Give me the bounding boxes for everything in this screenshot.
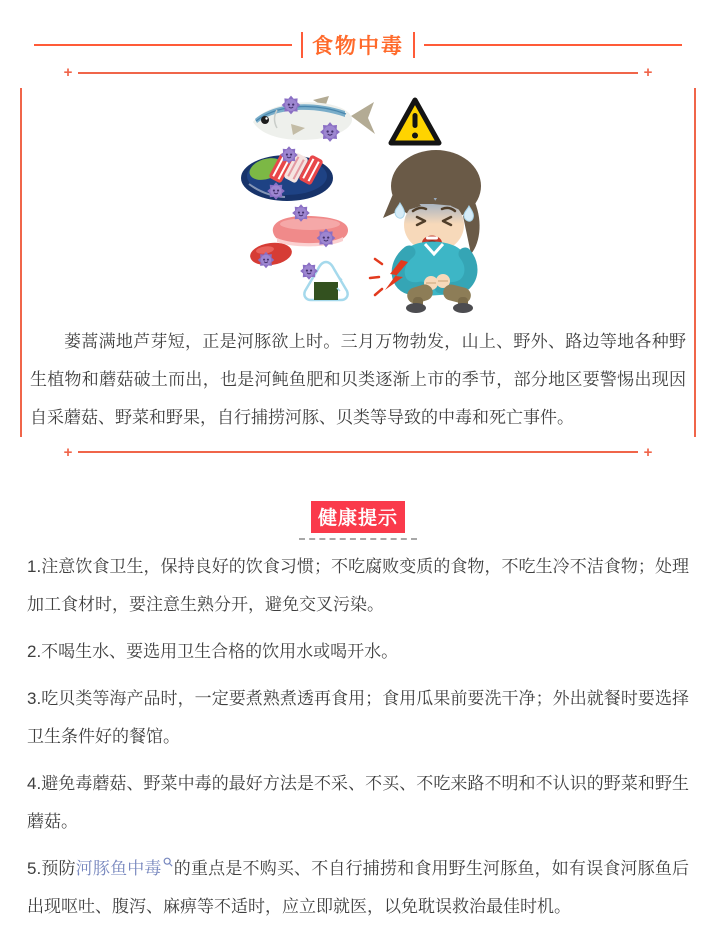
frame-right-line [694, 88, 696, 437]
tip-item-3: 3.吃贝类等海产品时，一定要煮熟煮透再食用；食用瓜果前要洗干净；外出就餐时要选择卫生条件好的餐馆。 [27, 689, 689, 746]
frame-top-line [78, 72, 638, 74]
tip-5-prefix: 5.预防 [27, 859, 76, 878]
fish-icon [253, 96, 375, 140]
puffer-fish-poisoning-link[interactable] [76, 859, 174, 878]
section-header [0, 0, 716, 60]
tip-item-5 [27, 850, 689, 926]
corner-mark-bottom-right: + [643, 444, 653, 461]
sick-boy-icon [370, 150, 481, 313]
illustration-wrap [28, 94, 688, 319]
tip-item-1: 1.注意饮食卫生，保持良好的饮食习惯；不吃腐败变质的食物，不吃生冷不洁食物；处理加工食材时，要注意生熟分开，避免交叉污染。 [27, 557, 689, 614]
header-line-right [424, 44, 682, 46]
tips-title-badge: 健康提示 [311, 501, 405, 533]
corner-mark-top-right: + [643, 64, 653, 81]
header-bar-right [413, 32, 415, 58]
corner-mark-bottom-left: + [63, 444, 73, 461]
tip-item-2: 2.不喝生水、要选用卫生合格的饮用水或喝开水。 [27, 642, 399, 661]
corner-mark-top-left: + [63, 64, 73, 81]
intro-frame [20, 64, 696, 461]
warning-triangle-icon [391, 100, 439, 143]
frame-bottom-line [78, 451, 638, 453]
frame-left-line [20, 88, 22, 437]
search-icon [163, 850, 173, 888]
tips-list [0, 540, 716, 949]
header-line-left [34, 44, 292, 46]
page-title: 食物中毒 [312, 35, 404, 58]
link-text[interactable]: 河豚鱼中毒 [75, 859, 162, 878]
intro-paragraph: 蒌蒿满地芦芽短，正是河豚欲上时。三月万物勃发，山上、野外、路边等地各种野生植物和蘑菇破土而出，也是河鲀鱼肥和贝类逐渐上市的季节，部分地区要警惕出现因自采蘑菇、野菜和野果，自行捕捞河豚、贝类等导致的中毒和死亡事件。 [30, 332, 686, 427]
food-poisoning-illustration [233, 94, 483, 314]
tips-header [0, 501, 716, 540]
tip-item-4: 4.避免毒蘑菇、野菜中毒的最好方法是不采、不买、不吃来路不明和不认识的野菜和野生蘑菇。 [27, 774, 689, 831]
header-bar-left [301, 32, 303, 58]
tip-5-suffix: 的重点是不购买、不自行捕捞和食用野生河豚鱼，如有误食河豚鱼后出现呕吐、腹泻、麻痹等不适时，应立即就医，以免耽误救治最佳时机。 [27, 859, 690, 916]
